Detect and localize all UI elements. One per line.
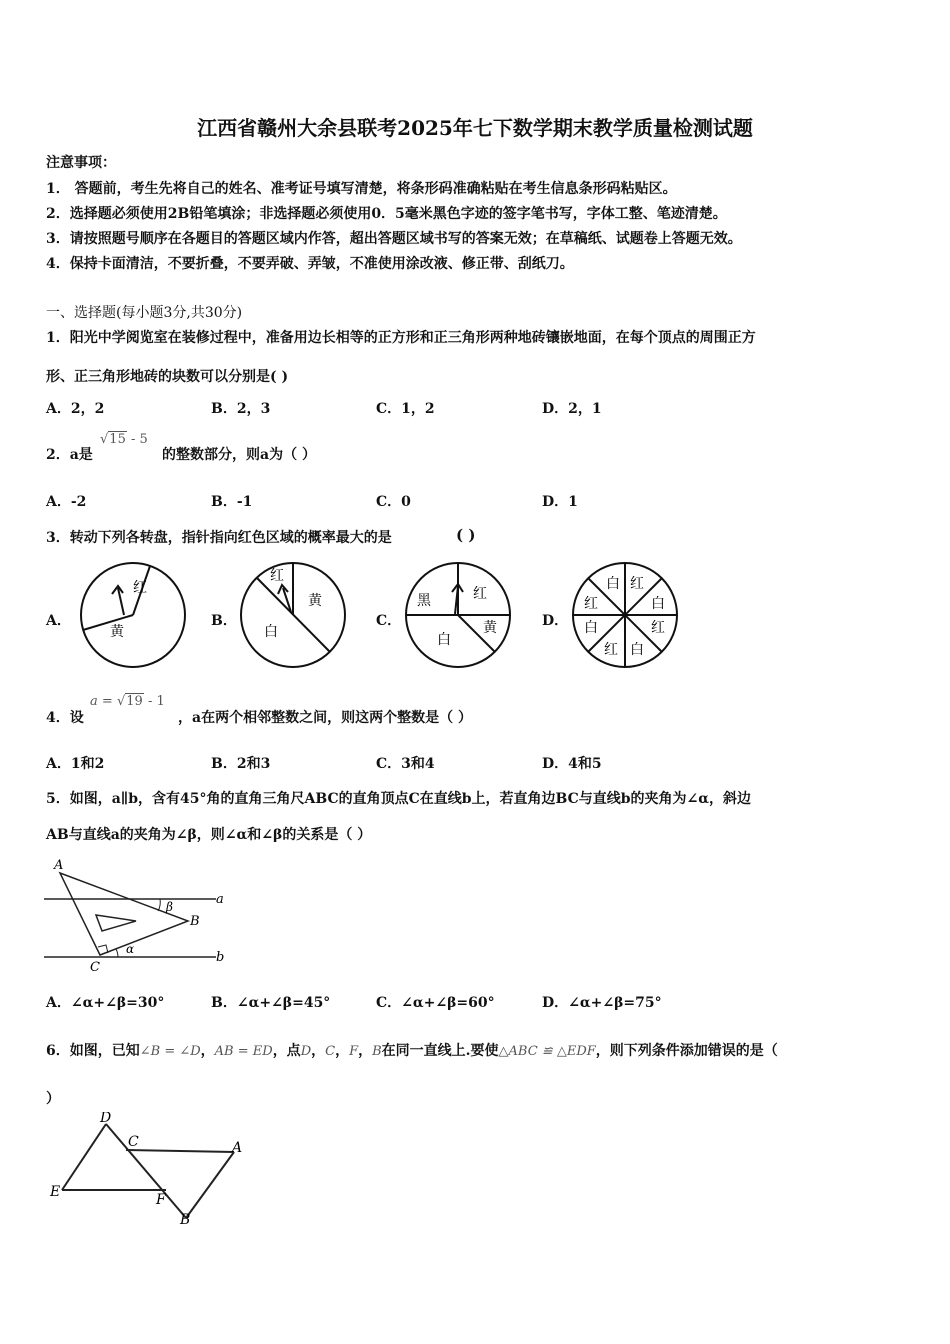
q1-option-b: B．2，3 [211,401,271,417]
label-beta: β [166,900,173,914]
wheel-d-label: 红 [630,576,644,592]
q5-option-c: C．∠α+∠β=60° [376,995,495,1011]
wheel-a-figure [78,560,188,670]
q2-option-d: D．1 [542,494,578,510]
q5-option-a: A．∠α+∠β=30° [46,995,165,1011]
q6-comma: ， [335,1043,350,1059]
q1-option-c: C．1，2 [376,401,435,417]
q4-eq: = [101,694,113,709]
q6-line1 [46,1040,778,1060]
q6-mid2: 在同一直线上.要使 [381,1043,499,1059]
section-heading: 一、选择题(每小题3分,共30分) [46,305,243,321]
q5-figure [44,855,234,975]
q1-line1: 1．阳光中学阅览室在装修过程中，准备用边长相等的正方形和正三角形两种地砖镶嵌地面，在每个顶点的周围正方 [46,330,756,346]
label-alpha: α [126,942,135,956]
wheel-c-figure [403,560,513,670]
wheel-d-label: 白 [630,642,644,658]
q4-option-d: D．4和5 [542,756,602,772]
q3-text: 3．转动下列各转盘，指针指向红色区域的概率最大的是 [46,530,392,546]
q6-suffix: ，则下列条件添加错误的是（ [595,1043,778,1059]
q4-var: a [90,694,98,709]
q2-suffix: 的整数部分，则a为（ ） [162,447,316,463]
q5-line2: AB与直线a的夹角为∠β，则∠α和∠β的关系是（ ） [46,827,372,843]
label-b: B [180,1212,191,1228]
q3-option-a: A． [46,613,71,629]
q4-option-b: B．2和3 [211,756,271,772]
wheel-d-label: 白 [584,620,598,636]
q3-paren: ( ) [456,526,476,544]
q2-minus: - 5 [130,432,148,447]
label-a-point: A [54,858,64,873]
sqrt-icon: √ [100,432,109,447]
wheel-a-label: 黄 [110,624,124,640]
wheel-c-label: 白 [437,632,451,648]
wheel-d-label: 红 [651,620,665,636]
triangle-abc [60,873,188,955]
q3-option-d: D． [542,613,569,629]
label-a: A [232,1140,243,1156]
q3-option-c: C． [376,613,402,629]
q4-prefix: 4．设 [46,710,84,726]
q6-cond2: AB = ED [214,1044,273,1059]
q4-expression [90,694,165,709]
q6-point-f: F [349,1044,359,1059]
q6-close: ） [46,1091,60,1107]
label-c: C [128,1134,139,1150]
q6-figure [46,1112,246,1232]
sqrt-icon: √ [116,694,126,709]
label-line-b: b [216,950,225,965]
q6-point-d: D [300,1044,312,1059]
q5-line1: 5．如图，a∥b，含有45°角的直角三角尺ABC的直角顶点C在直线b上，若直角边BC与直线b的夹角为∠α，斜边 [46,791,752,807]
notice-item-4: 4．保持卡面清洁，不要折叠，不要弄破、弄皱，不准使用涂改液、修正带、刮纸刀。 [46,256,574,272]
q2-prefix: 2．a是 [46,447,93,463]
wheel-b-figure [236,560,351,670]
q1-option-a: A．2，2 [46,401,105,417]
q6-cond1: ∠B = ∠D [139,1044,201,1059]
wheel-a-label: 红 [133,580,147,596]
alpha-arc [116,949,118,957]
q6-mid: ，点 [272,1043,301,1059]
beta-arc [158,899,160,911]
q4-radicand: 19 [126,694,143,709]
wheel-d-label: 红 [584,596,598,612]
q6-sep1: ， [200,1043,215,1059]
label-e: E [50,1184,61,1200]
notice-item-3: 3．请按照题号顺序在各题目的答题区域内作答，超出答题区域书写的答案无效；在草稿纸、试题卷上答题无效。 [46,231,742,247]
q2-radicand: 15 [109,432,126,447]
q2-expression [100,432,148,447]
wheel-b-label: 红 [270,568,284,584]
wheel-b-label: 黄 [308,593,322,609]
wheel-d-label: 红 [604,642,618,658]
label-f: F [156,1192,166,1208]
q4-option-a: A．1和2 [46,756,105,772]
q4-minus: - 1 [147,694,165,709]
segment-ed [62,1124,106,1190]
wheel-c-label: 黑 [417,593,431,609]
q1-option-d: D．2，1 [542,401,602,417]
notice-item-1: 1． 答题前，考生先将自己的姓名、准考证号填写清楚，将条形码准确粘贴在考生信息条形码粘贴区。 [46,181,677,197]
label-c-point: C [90,960,100,975]
wheel-a-divider [83,615,133,630]
q2-option-c: C．0 [376,494,411,510]
q5-option-b: B．∠α+∠β=45° [211,995,331,1011]
q6-point-b: B [372,1044,382,1059]
segment-ab [186,1152,234,1218]
label-b-point: B [190,914,200,929]
q2-option-b: B．-1 [211,494,253,510]
notice-heading: 注意事项： [46,155,116,171]
q6-comma: ， [311,1043,326,1059]
q5-option-d: D．∠α+∠β=75° [542,995,662,1011]
q4-suffix: ，a在两个相邻整数之间，则这两个整数是（ ） [178,710,472,726]
wheel-b-label: 白 [264,624,278,640]
q4-option-c: C．3和4 [376,756,435,772]
q6-congruence: △ABC ≌ △EDF [498,1044,596,1059]
notice-item-2: 2．选择题必须使用2B铅笔填涂；非选择题必须使用0．5毫米黑色字迹的签字笔书写，字体工整、笔迹清楚。 [46,206,727,222]
wheel-d-label: 白 [651,596,665,612]
page-title: 江西省赣州大余县联考2025年七下数学期末教学质量检测试题 [197,116,753,140]
q6-comma: ， [358,1043,373,1059]
wheel-c-label: 黄 [483,620,497,636]
triangle-inner-hole [96,915,136,931]
segment-ca [126,1150,234,1152]
q3-option-b: B． [211,613,237,629]
wheel-d-label: 白 [606,576,620,592]
q2-option-a: A．-2 [46,494,87,510]
label-d: D [100,1112,112,1126]
wheel-d-figure [570,560,680,670]
wheel-c-label: 红 [473,586,487,602]
label-line-a: a [216,892,224,907]
segment-db [106,1124,186,1218]
q1-line2: 形、正三角形地砖的块数可以分别是( ) [46,369,289,385]
q6-prefix: 6．如图，已知 [46,1043,140,1059]
q6-point-c: C [325,1044,336,1059]
